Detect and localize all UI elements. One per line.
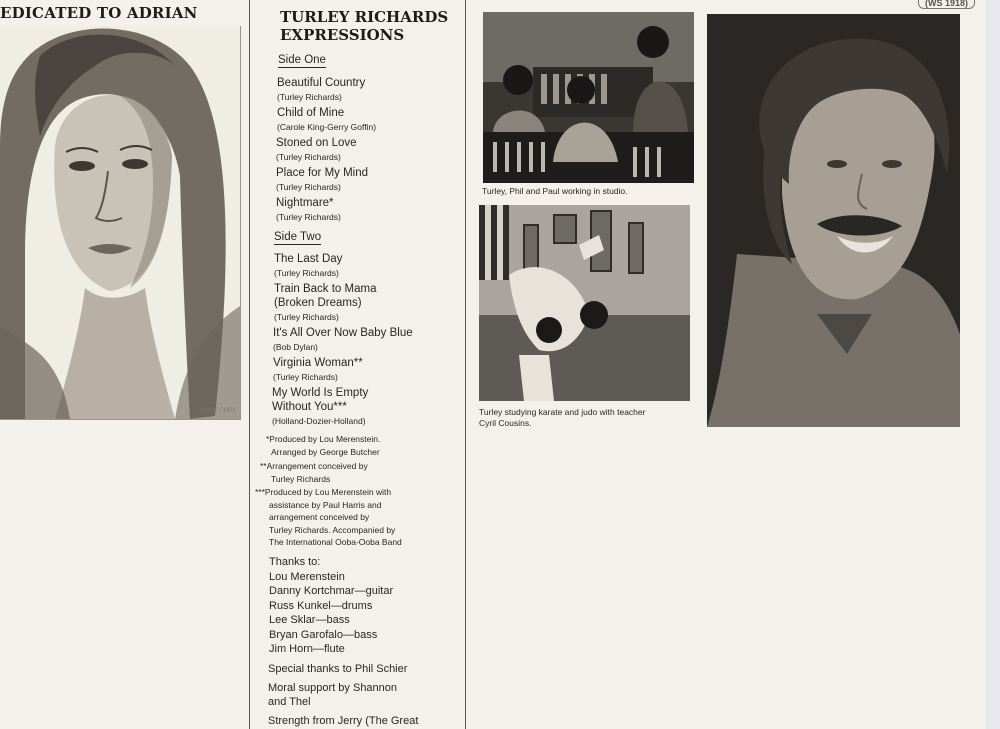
track-credit: (Turley Richards) [276,152,341,162]
sleeve-edge [986,0,1000,729]
portrait-drawing [0,26,241,420]
thanks-item: Lee Sklar—bass [269,614,350,627]
footnote-line: Turley Richards [271,473,331,484]
studio-caption: Turley, Phil and Paul working in studio. [482,186,628,196]
track-credit: (Turley Richards) [276,212,341,222]
footnote-line: **Arrangement conceived by [260,461,368,471]
karate-caption-line: Turley studying karate and judo with teacher [479,407,646,417]
footnote-line: assistance by Paul Harris and [269,499,382,510]
track-title: Beautiful Country [277,77,366,89]
thanks-item: Jim Horn—flute [269,643,345,656]
track-item [277,76,365,103]
studio-photo [483,12,694,183]
track-title: It's All Over Now Baby Blue [273,327,413,339]
album-title [280,8,448,44]
turley-portrait-photo [707,14,960,427]
side-one-heading: Side One [278,54,326,66]
footnote-line: ***Produced by Lou Merenstein with [255,487,392,497]
track-item [273,326,413,353]
strength-note: Strength from Jerry (The Great [268,715,419,727]
artist-signature: SANDE / 1971 [197,408,237,414]
track-title: Nightmare* [276,197,334,209]
track-item [276,136,357,163]
thanks-item: Bryan Garofalo—bass [269,628,378,641]
track-title-cont: (Broken Dreams) [274,297,362,309]
catalog-tag: (WS 1918) [918,0,975,9]
side-two-heading: Side Two [274,231,322,243]
track-credit: (Holland-Dozier-Holland) [272,416,366,426]
footnote-line: arrangement conceived by [269,512,370,522]
track-credit: (Turley Richards) [274,312,339,322]
karate-photo [479,205,690,401]
track-title: Train Back to Mama [274,283,377,295]
footnote-2 [260,460,368,485]
track-credit: (Turley Richards) [276,182,341,192]
moral-support [268,681,397,709]
karate-caption-line: Cyril Cousins. [479,418,532,428]
moral-support-line: Moral support by Shannon [268,682,398,694]
track-item [273,356,363,383]
thanks-list [269,570,393,656]
track-title: Child of Mine [277,107,345,119]
track-item [274,252,342,279]
footnote-line: The International Ooba-Ooba Band [269,537,402,547]
track-credit: (Carole King-Gerry Goffin) [277,122,377,132]
track-title: Stoned on Love [276,137,357,149]
track-title: My World Is Empty [272,387,369,399]
footnote-line: Turley Richards. Accompanied by [269,524,396,535]
track-credit: (Bob Dylan) [273,342,318,352]
thanks-heading: Thanks to: [269,556,321,568]
track-item [272,386,368,427]
dedication-heading: EDICATED TO ADRIAN [0,4,198,22]
footnote-3 [255,486,402,549]
track-title: Virginia Woman** [273,357,363,369]
track-item [276,196,341,223]
track-item [277,106,376,133]
track-title: The Last Day [274,253,343,265]
track-item [276,166,368,193]
track-credit: (Turley Richards) [273,372,338,382]
special-thanks: Special thanks to Phil Schier [268,663,408,675]
album-name: EXPRESSIONS [280,26,405,44]
footnote-1 [266,433,380,458]
footnote-line: Arranged by George Butcher [271,446,380,457]
album-artist: TURLEY RICHARDS [280,8,449,26]
footnote-line: *Produced by Lou Merenstein. [266,434,381,444]
thanks-item: Danny Kortchmar—guitar [269,585,394,598]
track-credit: (Turley Richards) [274,268,339,278]
thanks-item: Lou Merenstein [269,571,345,583]
moral-support-line: and Thel [268,696,311,708]
track-title: Place for My Mind [276,167,369,179]
track-title-cont: Without You*** [272,401,347,413]
track-credit: (Turley Richards) [277,92,342,102]
karate-caption [479,407,645,429]
thanks-item: Russ Kunkel—drums [269,599,373,612]
column-divider [465,0,466,729]
track-item [274,282,376,323]
column-divider [249,0,250,729]
